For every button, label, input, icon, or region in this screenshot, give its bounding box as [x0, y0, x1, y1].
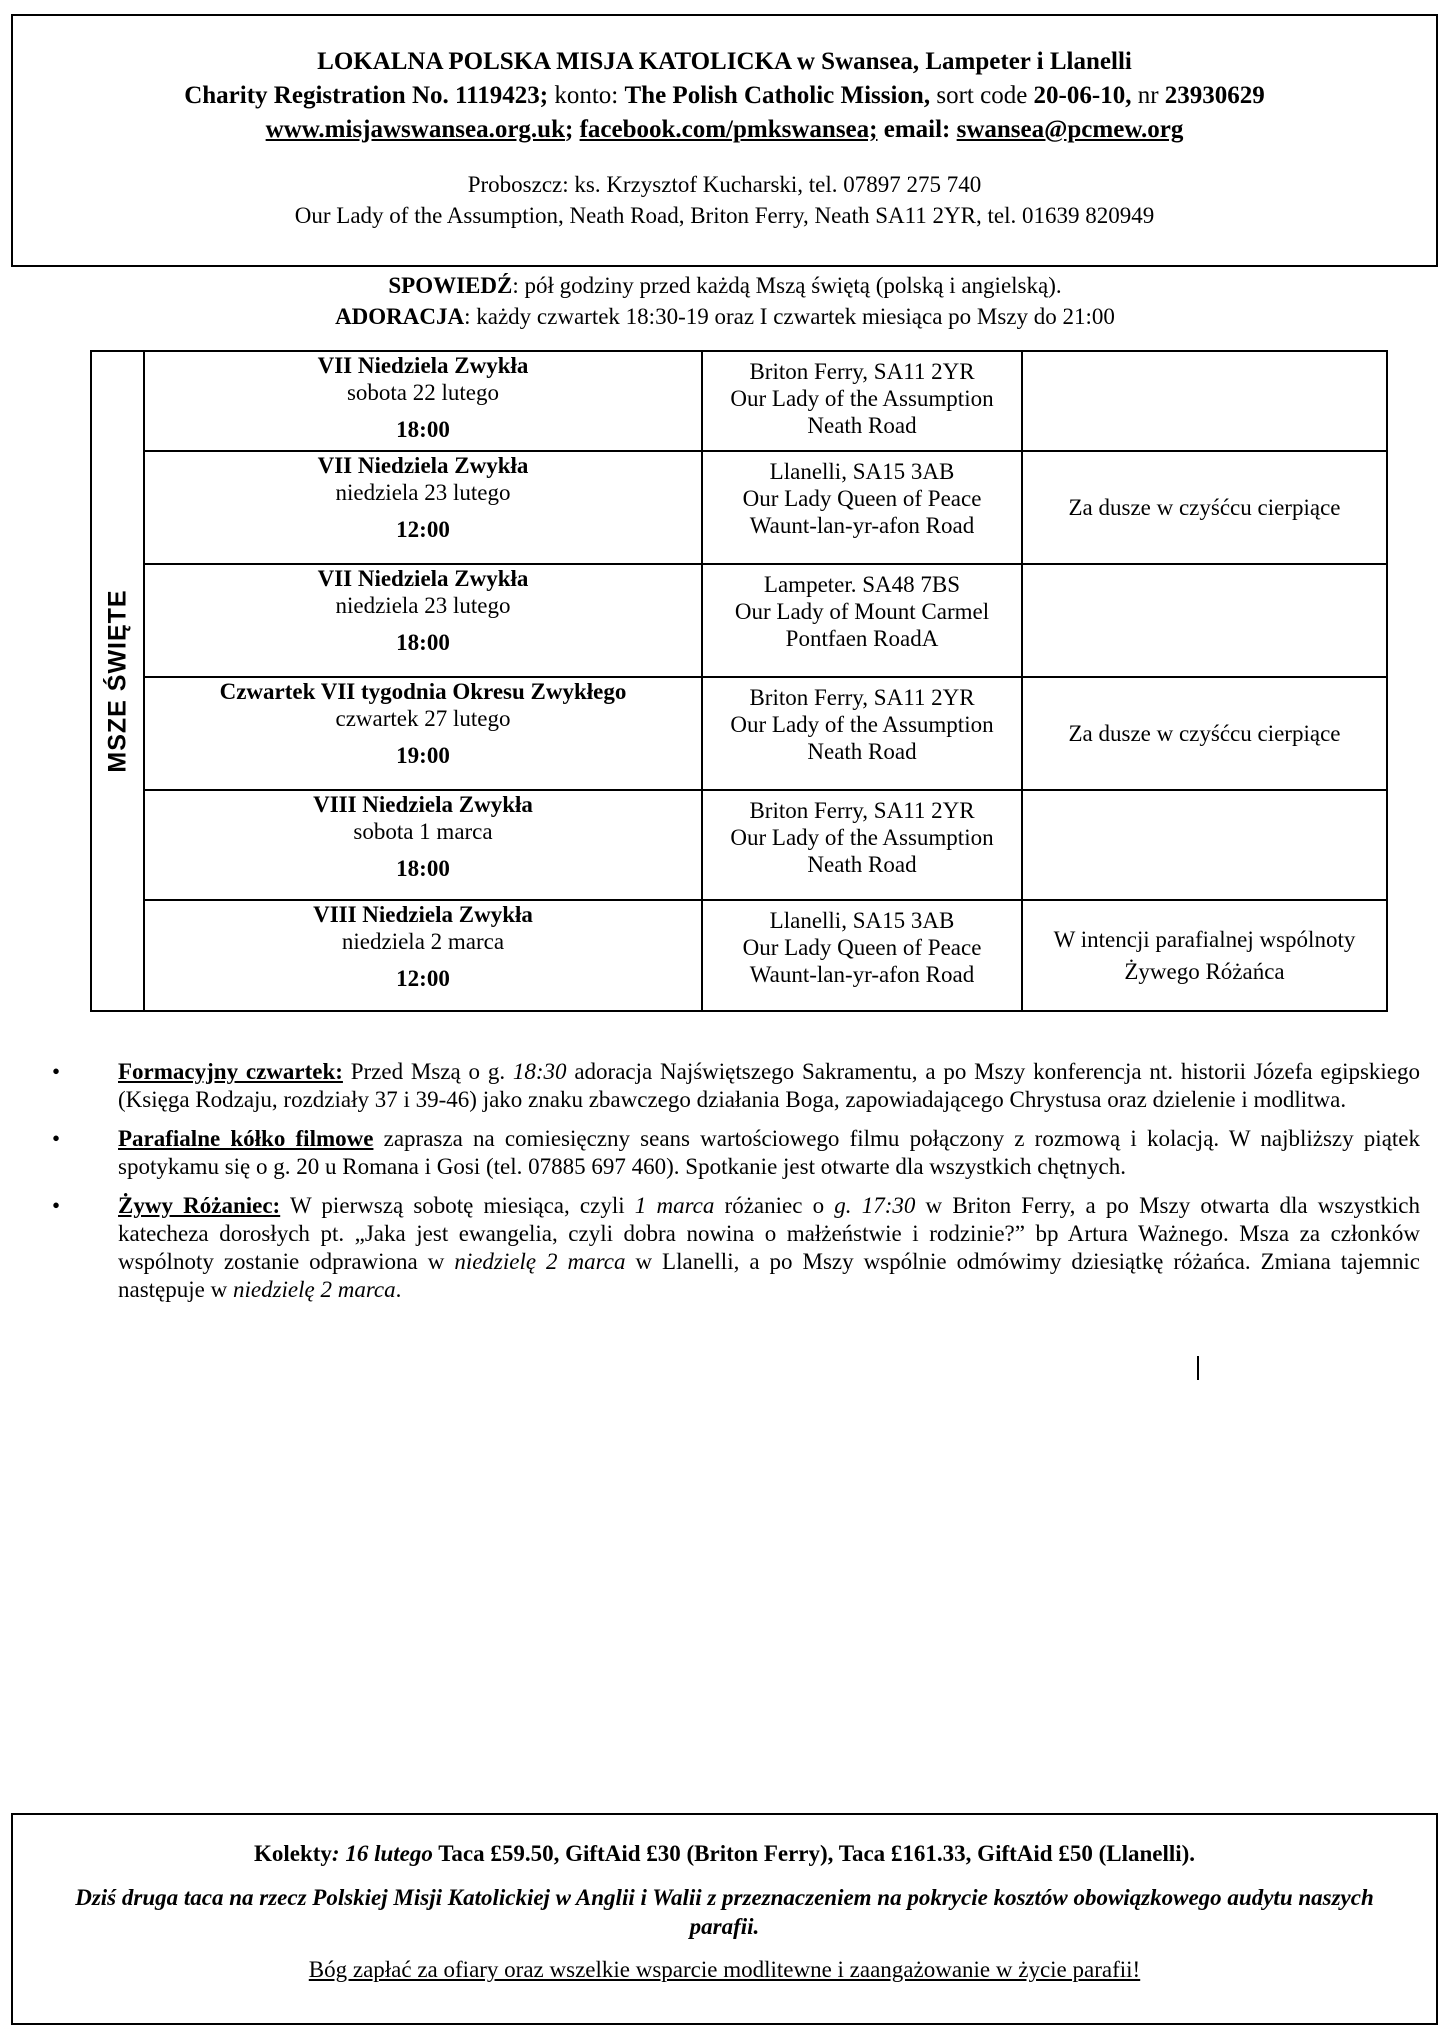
mass-when — [144, 790, 702, 900]
place-line: Neath Road — [807, 852, 917, 877]
text-cursor — [1197, 1356, 1199, 1380]
adoration-note — [0, 301, 1450, 332]
contact-links — [13, 113, 1436, 147]
header-box — [11, 14, 1438, 267]
account-nr: 23930629 — [1164, 82, 1265, 109]
mass-day: niedziela 23 lutego — [335, 593, 511, 618]
mass-when — [144, 451, 702, 564]
announcement-text: w Briton Ferry, a po Mszy otwarta dla wszystkich katecheza dorosłych pt. „Jaka jest ewangelia, czyli dobra nowina o małżeństwie i rodzinie?” bp Artura Ważnego. Msza za członków wspólnoty zostanie odprawiona w — [118, 1193, 1420, 1274]
collection-summary — [13, 1839, 1436, 1869]
mission-title: LOKALNA POLSKA MISJA KATOLICKA w Swansea, Lampeter i Llanelli — [317, 48, 1132, 75]
place-line: Waunt-lan-yr-afon Road — [749, 962, 975, 987]
place-line: Neath Road — [807, 739, 917, 764]
table-row — [91, 790, 1387, 900]
announcement-emphasis: 1 marca — [634, 1193, 715, 1218]
announcement-emphasis: g. 17:30 — [834, 1193, 916, 1218]
sort-code-label: sort code — [930, 82, 1034, 109]
adoration-text: : każdy czwartek 18:30-19 oraz I czwartek miesiąca po Mszy do 21:00 — [464, 304, 1115, 329]
website-link[interactable]: www.misjawswansea.org.uk — [265, 116, 565, 143]
collection-date: : 16 lutego — [331, 1841, 433, 1866]
mass-day: sobota 1 marca — [353, 819, 493, 844]
announcement-text: Przed Mszą o g. — [342, 1059, 513, 1084]
bullet-symbol: • — [52, 1059, 61, 1084]
mass-place — [702, 451, 1022, 564]
place-line: Our Lady of the Assumption — [730, 386, 994, 411]
intention-line: Za dusze w czyśćcu cierpiące — [1068, 495, 1341, 520]
announcements-list — [50, 1058, 1420, 1315]
mass-when — [144, 564, 702, 677]
mass-time: 12:00 — [396, 966, 450, 991]
mass-intention — [1022, 677, 1387, 790]
place-line: Our Lady of the Assumption — [730, 825, 994, 850]
mass-name: VIII Niedziela Zwykła — [313, 902, 533, 927]
mass-intention — [1022, 790, 1387, 900]
place-line: Neath Road — [807, 413, 917, 438]
mass-place — [702, 351, 1022, 451]
notes-block — [0, 270, 1450, 332]
side-label-cell — [91, 351, 144, 1011]
mass-name: VII Niedziela Zwykła — [317, 566, 529, 591]
mass-time: 12:00 — [396, 517, 450, 542]
sort-code: 20-06-10, — [1033, 82, 1132, 109]
mass-time: 18:00 — [396, 417, 450, 442]
mass-intention — [1022, 564, 1387, 677]
priest-info: Proboszcz: ks. Krzysztof Kucharski, tel. 07897 275 740 — [467, 172, 982, 197]
table-row — [91, 564, 1387, 677]
place-line: Pontfaen RoadA — [785, 626, 939, 651]
announcement-text: zaprasza na comiesięczny seans wartościowego filmu połączony z rozmową i kolacją. W najbliższy piątek spotykamu się o g. 20 u Romana i Gosi (tel. 07885 697 460). Spotkanie jest otwarte dla wszystkich chętnych. — [118, 1126, 1421, 1179]
announcement-heading: Żywy Różaniec: — [118, 1193, 281, 1218]
announcement-emphasis: niedzielę 2 marca — [454, 1249, 626, 1274]
place-line: Waunt-lan-yr-afon Road — [749, 513, 975, 538]
confession-note — [0, 270, 1450, 301]
church-address: Our Lady of the Assumption, Neath Road, Briton Ferry, Neath SA11 2YR, tel. 01639 820949 — [294, 203, 1155, 228]
mass-intention — [1022, 351, 1387, 451]
bullet-symbol: • — [52, 1126, 61, 1151]
mass-name: VII Niedziela Zwykła — [317, 453, 529, 478]
email-link[interactable]: swansea@pcmew.org — [956, 116, 1184, 143]
intention-line: Za dusze w czyśćcu cierpiące — [1068, 721, 1341, 746]
mass-day: sobota 22 lutego — [346, 380, 500, 405]
announcement-item — [50, 1125, 1420, 1181]
confession-label: SPOWIEDŹ — [388, 273, 513, 298]
place-line: Briton Ferry, SA11 2YR — [749, 359, 975, 384]
place-line: Our Lady of the Assumption — [730, 712, 994, 737]
place-line: Lampeter. SA48 7BS — [763, 572, 961, 597]
konto-label: konto: — [548, 82, 625, 109]
table-row — [91, 451, 1387, 564]
mass-name: VII Niedziela Zwykła — [317, 353, 529, 378]
mass-intention — [1022, 451, 1387, 564]
place-line: Our Lady Queen of Peace — [742, 935, 982, 960]
announcement-text: adoracja Najświętszego Sakramentu, a po Mszy konferencja nt. historii Józefa egipskiego (Księga Rodzaju, rozdziały 37 i 39-46) jako znaku zbawczego działania Boga, zapowiadającego Chrystusa oraz dzielenie i modlitwa. — [118, 1059, 1421, 1112]
mass-schedule-table — [90, 350, 1388, 1012]
place-line: Llanelli, SA15 3AB — [769, 459, 955, 484]
announcement-heading: Formacyjny czwartek: — [118, 1059, 343, 1084]
links-separator: ; — [564, 116, 580, 143]
mass-time: 18:00 — [396, 856, 450, 881]
account-nr-label: nr — [1131, 82, 1165, 109]
mass-day: niedziela 23 lutego — [335, 480, 511, 505]
bullet-symbol: • — [52, 1193, 61, 1218]
charity-line — [13, 79, 1436, 113]
mass-when — [144, 900, 702, 1011]
announcement-heading: Parafialne kółko filmowe — [118, 1126, 374, 1151]
place-line: Our Lady of Mount Carmel — [734, 599, 990, 624]
email-label: email: — [877, 116, 957, 143]
place-line: Briton Ferry, SA11 2YR — [749, 798, 975, 823]
charity-registration: Charity Registration No. 1119423; — [184, 82, 549, 109]
mass-intention — [1022, 900, 1387, 1011]
mass-name: Czwartek VII tygodnia Okresu Zwykłego — [219, 679, 627, 704]
announcement-item — [50, 1192, 1420, 1304]
announcement-emphasis: niedzielę 2 marca — [232, 1277, 396, 1302]
intention-line: W intencji parafialnej wspólnoty — [1053, 926, 1356, 952]
side-label: MSZE ŚWIĘTE — [103, 589, 131, 773]
intention-line: Żywego Różańca — [1124, 958, 1285, 984]
place-line: Briton Ferry, SA11 2YR — [749, 685, 975, 710]
table-row — [91, 677, 1387, 790]
footer-box — [11, 1813, 1438, 2025]
mass-name: VIII Niedziela Zwykła — [313, 792, 533, 817]
mass-place — [702, 900, 1022, 1011]
announcement-text: w Llanelli, a po Mszy wspólnie odmówimy dziesiątkę różańca. Zmiana tajemnic następuje w — [118, 1249, 1420, 1302]
mass-place — [702, 677, 1022, 790]
mass-place — [702, 790, 1022, 900]
confession-text: : pół godziny przed każdą Mszą świętą (polską i angielską). — [512, 273, 1062, 298]
mass-time: 18:00 — [396, 630, 450, 655]
mass-time: 19:00 — [396, 743, 450, 768]
place-line: Llanelli, SA15 3AB — [769, 908, 955, 933]
mass-when — [144, 351, 702, 451]
mass-day: czwartek 27 lutego — [335, 706, 511, 731]
table-row — [91, 900, 1387, 1011]
announcement-text: różaniec o — [714, 1193, 835, 1218]
collection-label: Kolekty — [253, 1841, 332, 1866]
mass-when — [144, 677, 702, 790]
second-collection-note: Dziś druga taca na rzecz Polskiej Misji Katolickiej w Anglii i Walii z przeznaczeniem na pokrycie kosztów obowiązkowego audytu naszych parafii. — [75, 1885, 1374, 1939]
adoration-label: ADORACJA — [335, 304, 465, 329]
mass-day: niedziela 2 marca — [341, 929, 505, 954]
announcement-emphasis: 18:30 — [512, 1059, 567, 1084]
announcement-item — [50, 1058, 1420, 1114]
facebook-link[interactable]: facebook.com/pmkswansea; — [579, 116, 878, 143]
announcement-text: W pierwszą sobotę miesiąca, czyli — [280, 1193, 635, 1218]
thanks-note: Bóg zapłać za ofiary oraz wszelkie wsparcie modlitewne i zaangażowanie w życie parafii! — [308, 1957, 1141, 1982]
mass-place — [702, 564, 1022, 677]
announcement-text: . — [395, 1277, 402, 1302]
collection-amounts: Taca £59.50, GiftAid £30 (Briton Ferry), Taca £161.33, GiftAid £50 (Llanelli). — [432, 1841, 1196, 1866]
place-line: Our Lady Queen of Peace — [742, 486, 982, 511]
konto-name: The Polish Catholic Mission, — [624, 82, 931, 109]
table-row — [91, 351, 1387, 451]
